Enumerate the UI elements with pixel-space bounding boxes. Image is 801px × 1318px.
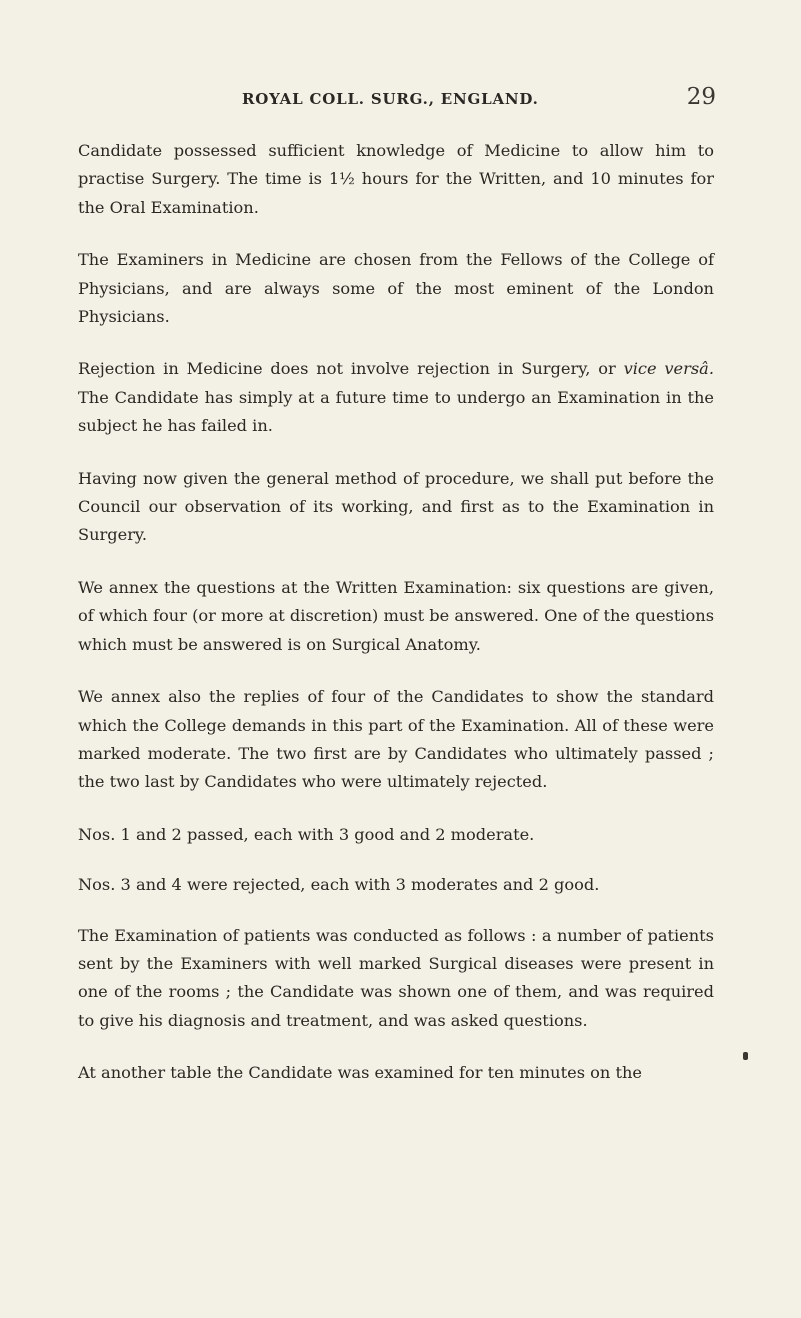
paragraph-passed-candidates: Nos. 1 and 2 passed, each with 3 good and 2 moderate.	[78, 824, 535, 844]
running-head-title: ROYAL COLL. SURG., ENGLAND.	[242, 90, 539, 108]
paragraph-rejection-in-medicine	[78, 355, 714, 440]
paragraph-rejected-candidates: Nos. 3 and 4 were rejected, each with 3 moderates and 2 good.	[78, 875, 600, 895]
paragraph-rejection-italic: vice versâ.	[623, 359, 714, 379]
paragraph-written-questions: We annex the questions at the Written Examination: six questions are given, of which four (or more at discretion) must be answered. One of the questions which must be answered is on Surgical Anatomy.	[78, 577, 714, 654]
paragraph-rejection-part-1: Rejection in Medicine does not involve rejection in Surgery, or	[78, 359, 624, 379]
paragraph-method-of-procedure: Having now given the general method of procedure, we shall put before the Council our observation of its working, and first as to the Examination in Surgery.	[78, 468, 714, 545]
body-text	[78, 137, 714, 1112]
paragraph-examiners-in-medicine: The Examiners in Medicine are chosen from the Fellows of the College of Physicians, and are always some of the most eminent of the London Physicians.	[78, 250, 714, 327]
paragraph-examination-of-patients: The Examination of patients was conducted as follows : a number of patients sent by the Examiners with well marked Surgical diseases were present in one of the rooms ; the Candidate was shown one of them, and was required to give his diagnosis and treatment, and was asked questions.	[78, 925, 714, 1030]
paragraph-time-allowed: Candidate possessed sufficient knowledge of Medicine to allow him to practise Surgery. The time is 1½ hours for the Written, and 10 minutes for the Oral Examination.	[78, 141, 714, 217]
paragraph-rejection-part-2: The Candidate has simply at a future time to undergo an Examination in the subject he has failed in.	[78, 387, 714, 436]
ink-speck	[743, 1052, 748, 1060]
paragraph-another-table: At another table the Candidate was examined for ten minutes on the	[78, 1063, 642, 1083]
running-head	[60, 84, 720, 112]
paragraph-candidate-replies: We annex also the replies of four of the Candidates to show the standard which the College demands in this part of the Examination. All of these were marked moderate. The two first are by Candidates who ultimately passed ; the two last by Candidates who were ultimately rejected.	[78, 687, 714, 792]
page-number: 29	[686, 84, 716, 110]
